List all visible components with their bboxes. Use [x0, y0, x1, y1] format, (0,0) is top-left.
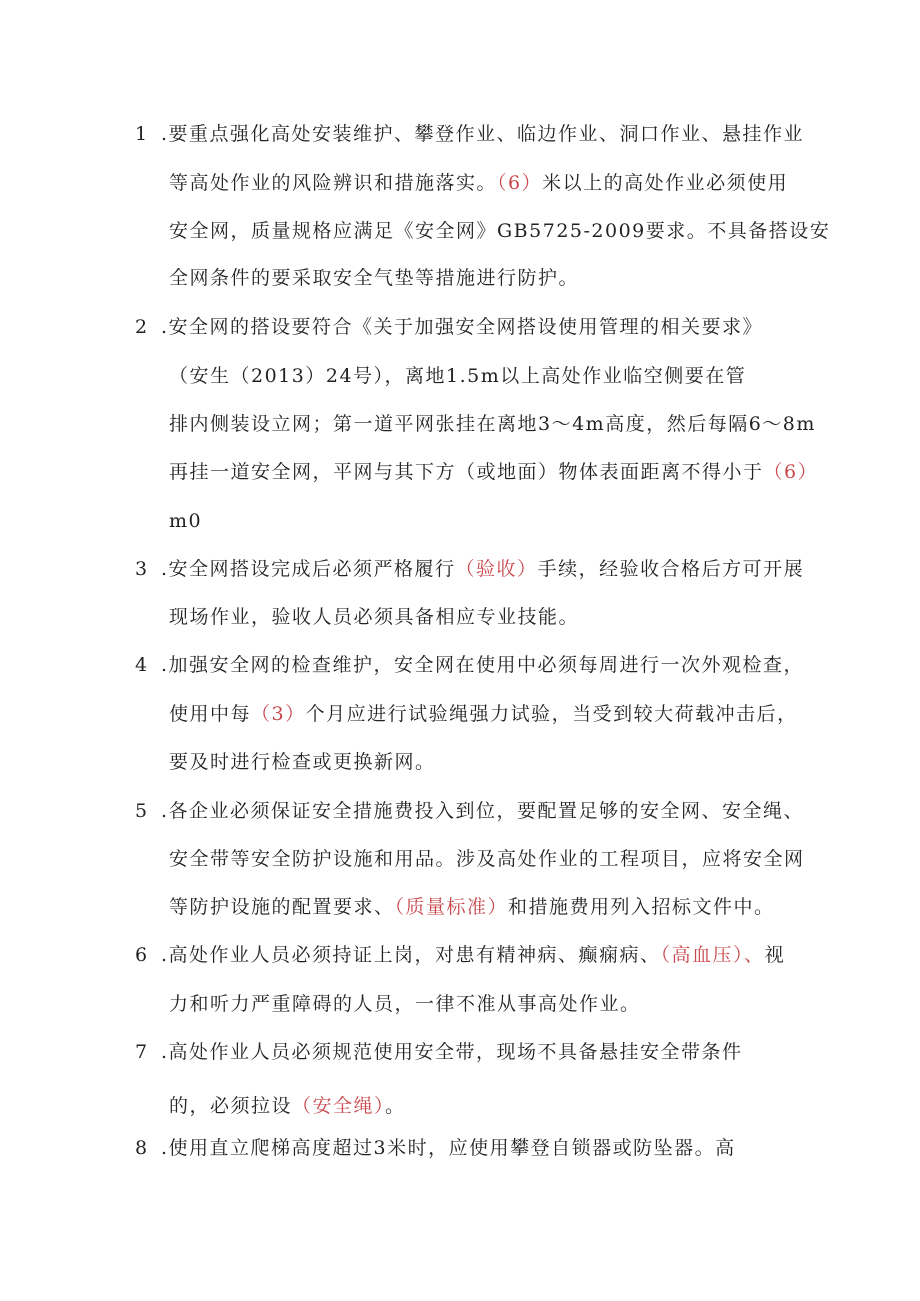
filled-answer: （质量标准） — [394, 896, 509, 918]
filled-answer: （6） — [763, 461, 819, 483]
item-text: 安全带等安全防护设施和用品。涉及高处作业的工程项目，应将安全网 — [169, 848, 805, 870]
item-text: m0 — [169, 510, 203, 532]
item-text: 等防护设施的配置要求、 — [169, 896, 395, 918]
item-text: 使用中每 — [169, 703, 252, 725]
item-text: 力和听力严重障碍的人员，一律不准从事高处作业。 — [169, 993, 641, 1015]
item-number: 5 — [135, 800, 149, 822]
item-number: 6 — [135, 944, 149, 966]
item-text: .安全网搭设完成后必须严格履行 — [161, 558, 456, 580]
item-number: 8 — [135, 1137, 149, 1159]
item-7-line-2 — [169, 1094, 406, 1118]
item-text: 等高处作业的风险辨识和措施落实。 — [169, 172, 498, 194]
filled-answer: （安全绳） — [292, 1095, 386, 1117]
item-2-line-4 — [169, 460, 818, 484]
filled-answer: （高血压）、 — [660, 944, 765, 966]
item-8-line-1 — [135, 1136, 736, 1160]
item-2-line-1 — [135, 315, 763, 339]
item-number: 1 — [135, 123, 149, 145]
item-text: 。 — [385, 1095, 406, 1117]
item-6-line-1 — [135, 943, 785, 967]
filled-answer: （3） — [251, 703, 306, 725]
item-4-line-1 — [135, 653, 804, 677]
item-5-line-2 — [169, 847, 805, 871]
item-text: .加强安全网的检查维护，安全网在使用中必须每周进行一次外观检查， — [161, 654, 805, 676]
item-text: 个月应进行试验绳强力试验，当受到较大荷载冲击后， — [305, 703, 798, 725]
item-2-line-5 — [169, 509, 202, 533]
item-number: 3 — [135, 558, 149, 580]
item-5-line-3 — [169, 895, 775, 919]
item-text: .高处作业人员必须规范使用安全带，现场不具备悬挂安全带条件 — [161, 1041, 743, 1063]
item-text: 米以上的高处作业必须使用 — [542, 172, 789, 194]
item-text: .要重点强化高处安装维护、攀登作业、临边作业、洞口作业、悬挂作业 — [161, 123, 805, 145]
item-text: 的，必须拉设 — [169, 1095, 293, 1117]
item-text: 视 — [764, 944, 786, 966]
item-number: 2 — [135, 316, 149, 338]
item-text: 手续，经验收合格后方可开展 — [537, 558, 805, 580]
item-1-line-1 — [135, 122, 804, 146]
item-1-line-4 — [169, 266, 579, 290]
item-6-line-2 — [169, 992, 641, 1016]
item-text: .各企业必须保证安全措施费投入到位，要配置足够的安全网、安全绳、 — [161, 800, 805, 822]
filled-answer: （验收） — [455, 558, 538, 580]
item-4-line-2 — [169, 702, 798, 726]
item-text: .高处作业人员必须持证上岗，对患有精神病、癫痫病、 — [161, 944, 661, 966]
item-5-line-1 — [135, 799, 804, 823]
item-number: 7 — [135, 1041, 149, 1063]
item-3-line-1 — [135, 557, 804, 581]
item-text: 要及时进行检查或更换新网。 — [169, 751, 436, 773]
item-2-line-3 — [169, 412, 816, 436]
filled-answer: （6） — [497, 172, 543, 194]
item-7-line-1 — [135, 1040, 743, 1064]
item-3-line-2 — [169, 605, 579, 629]
item-2-line-2 — [169, 364, 746, 388]
item-text: 安全网，质量规格应满足《安全网》GB5725-2009要求。不具备搭设安 — [169, 220, 831, 242]
item-text: .安全网的搭设要符合《关于加强安全网搭设使用管理的相关要求》 — [161, 316, 764, 338]
item-1-line-2 — [169, 171, 788, 195]
item-text: （安生（2013）24号），离地1.5m以上高处作业临空侧要在管 — [169, 365, 747, 387]
item-4-line-3 — [169, 750, 436, 774]
item-text: .使用直立爬梯高度超过3米时，应使用攀登自锁器或防坠器。高 — [161, 1137, 736, 1159]
item-text: 现场作业，验收人员必须具备相应专业技能。 — [169, 606, 580, 628]
item-text: 排内侧装设立网；第一道平网张挂在离地3～4m高度，然后每隔6～8m — [169, 413, 816, 435]
item-text: 和措施费用列入招标文件中。 — [508, 896, 775, 918]
item-text: 全网条件的要采取安全气垫等措施进行防护。 — [169, 267, 580, 289]
item-text: 再挂一道安全网，平网与其下方（或地面）物体表面距离不得小于 — [169, 461, 764, 483]
item-1-line-3 — [169, 219, 830, 243]
item-number: 4 — [135, 654, 149, 676]
